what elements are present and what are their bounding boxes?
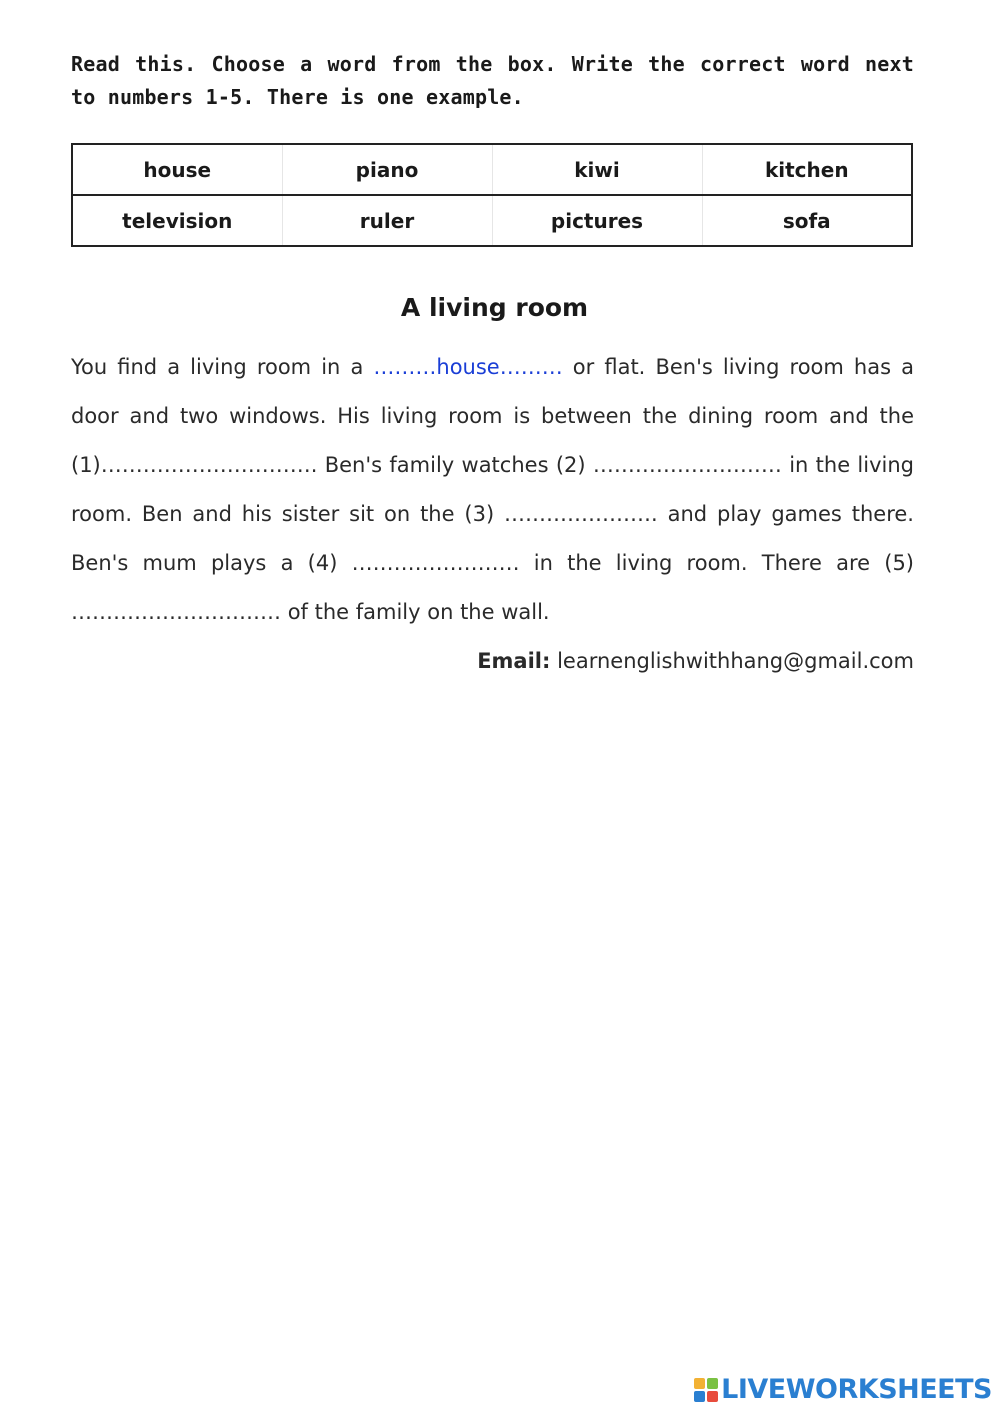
- passage-text: in the living room. Ben and his sister sit on the: [71, 453, 914, 526]
- passage-text: of the family on the wall.: [287, 600, 550, 624]
- answer-gap-4[interactable]: (4) ……………………: [307, 551, 534, 575]
- word-box-cell: ruler: [282, 195, 492, 246]
- word-box-cell: piano: [282, 144, 492, 195]
- example-answer: house: [436, 355, 500, 379]
- word-box-cell: television: [72, 195, 282, 246]
- logo-square: [707, 1391, 718, 1402]
- answer-gap-1[interactable]: (1)………………………….: [71, 453, 325, 477]
- word-box-cell: kitchen: [702, 144, 912, 195]
- word-box-cell: kiwi: [492, 144, 702, 195]
- answer-gap-5[interactable]: (5) …………………………: [71, 551, 914, 624]
- passage-text: Ben's family watches: [324, 453, 556, 477]
- email-address: learnenglishwithhang@gmail.com: [557, 649, 914, 673]
- logo-square: [707, 1378, 718, 1389]
- word-box-cell: pictures: [492, 195, 702, 246]
- passage-title: A living room: [400, 293, 589, 322]
- worksheet-page: [71, 48, 914, 686]
- word-box: [71, 143, 913, 247]
- example-gap: [373, 355, 562, 379]
- passage-text: in the living room. There are: [533, 551, 885, 575]
- liveworksheets-logo-icon: [694, 1378, 718, 1402]
- example-dots: ………: [373, 355, 437, 379]
- passage: [71, 343, 914, 637]
- brand-name: LIVEWORKSHEETS: [721, 1374, 992, 1405]
- email-label: Email:: [477, 649, 551, 673]
- word-box-cell: house: [72, 144, 282, 195]
- word-box-cell: sofa: [702, 195, 912, 246]
- answer-gap-3[interactable]: (3) ………………….: [464, 502, 668, 526]
- passage-text: You find a living room in a: [71, 355, 374, 379]
- word-box-row: [72, 144, 912, 195]
- example-dots: ………: [499, 355, 563, 379]
- instructions: Read this. Choose a word from the box. Write the correct word next to numbers 1-5. There is one example.: [71, 52, 914, 109]
- passage-text: or flat. Ben's living room has a door and two windows. His living room is between the dining room and the: [71, 355, 914, 428]
- email-line: [71, 637, 914, 686]
- word-box-row: [72, 195, 912, 246]
- answer-gap-2[interactable]: (2) ………………………: [555, 453, 790, 477]
- liveworksheets-brand: [694, 1374, 992, 1405]
- logo-square: [694, 1378, 705, 1389]
- passage-text: and play games there. Ben's mum plays a: [71, 502, 914, 575]
- logo-square: [694, 1391, 705, 1402]
